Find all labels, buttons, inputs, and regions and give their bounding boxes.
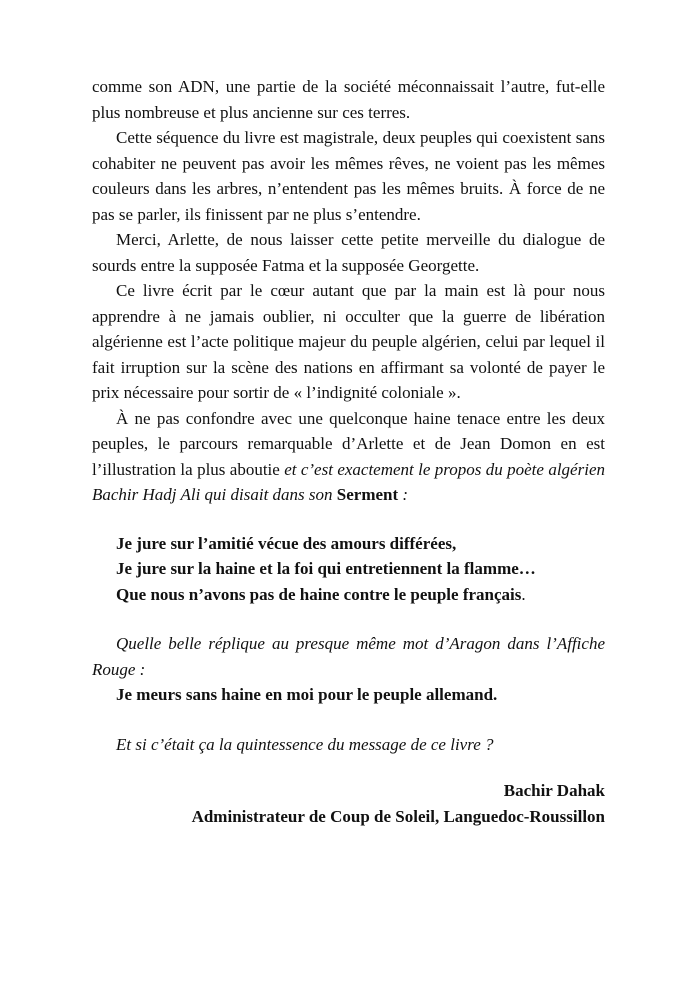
- poem-line-3: [116, 582, 605, 608]
- poem: [116, 531, 605, 608]
- poem-line-1: Je jure sur l’amitié vécue des amours différées,: [116, 533, 457, 553]
- poem-title: Serment: [336, 485, 399, 504]
- signature-title: Administrateur de Coup de Soleil, Languedoc-Roussillon: [191, 806, 605, 826]
- paragraph-book: Ce livre écrit par le cœur autant que par la main est là pour nous apprendre à ne jamais oublier, ni occulter que la guerre de libération algérienne est l’acte politique majeur du peuple algérien, celui par lequel il fait irruption sur la scène des nations en affirmant sa volonté de payer le prix nécessaire pour sortir de « l’indignité coloniale ».: [92, 281, 605, 402]
- paragraph-intro: comme son ADN, une partie de la société méconnaissait l’autre, fut-elle plus nombreuse et plus ancienne sur ces terres.: [92, 77, 605, 122]
- aragon-intro: Quelle belle réplique au presque même mot d’Aragon dans l’Affiche Rouge :: [92, 634, 605, 679]
- paragraph-hatred-italic: et c’est exactement le propos du poète algérien Bachir Hadj Ali qui disait dans son: [92, 459, 605, 504]
- signature-name: Bachir Dahak: [503, 781, 605, 800]
- paragraph-sequence: Cette séquence du livre est magistrale, deux peuples qui coexistent sans cohabiter ne peuvent pas avoir les mêmes rêves, ne voient pas les mêmes couleurs dans les arbres, n’entendent pas les mêmes bruits. À force de ne pas se parler, ils finissent par ne plus s’entendre.: [92, 128, 605, 224]
- paragraph-hatred-end: :: [398, 485, 409, 504]
- paragraph-thanks: Merci, Arlette, de nous laisser cette petite merveille du dialogue de sourds entre la supposée Fatma et la supposée Georgette.: [92, 230, 605, 275]
- aragon-quote: Je meurs sans haine en moi pour le peuple allemand.: [116, 685, 498, 704]
- paragraph-hatred: [92, 406, 605, 508]
- poem-line-2: Je jure sur la haine et la foi qui entretiennent la flamme…: [116, 559, 536, 578]
- poem-line-3-period: .: [521, 584, 526, 604]
- closing-question: Et si c’était ça la quintessence du message de ce livre ?: [116, 734, 494, 754]
- paragraph-hatred-plain: À ne pas confondre avec une quelconque haine tenace entre les deux peuples, le parcours remarquable d’Arlette et de Jean Domon en est l’illustration la plus aboutie: [92, 408, 605, 479]
- body-text: [92, 74, 605, 829]
- poem-line-3-text: Que nous n’avons pas de haine contre le peuple français: [116, 584, 522, 604]
